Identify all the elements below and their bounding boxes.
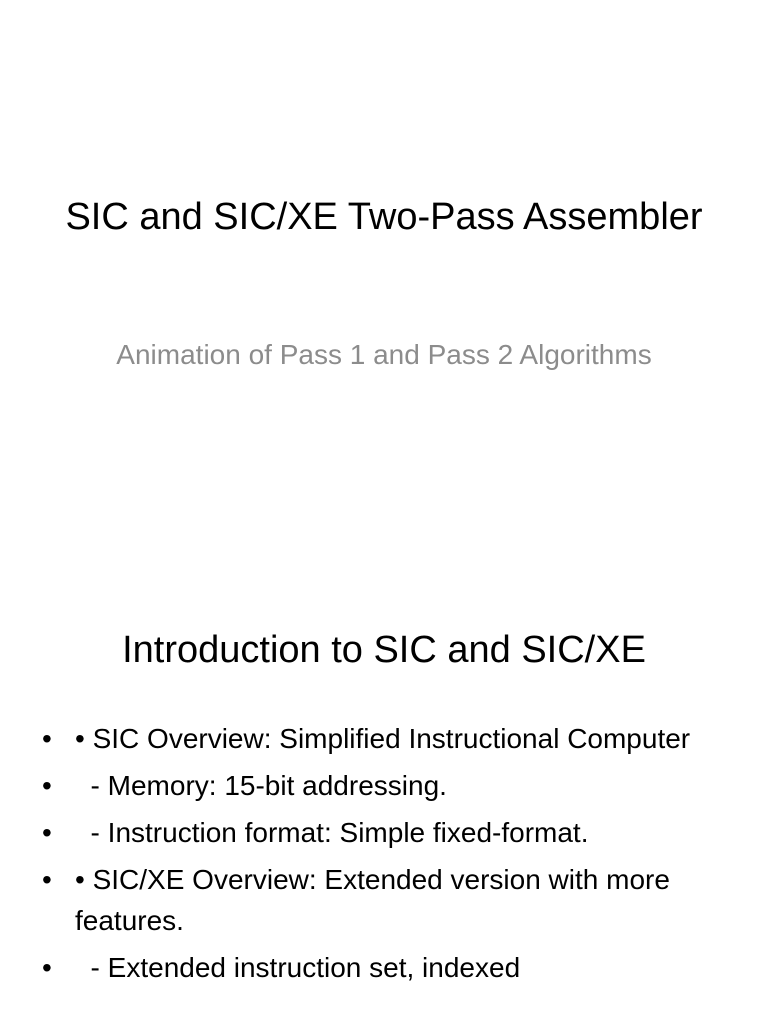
- bullet-dot-icon: •: [42, 770, 52, 801]
- list-item-text: • SIC/XE Overview: Extended version with more features.: [75, 864, 670, 936]
- slide-title: SIC and SIC/XE Two-Pass Assembler: [65, 196, 703, 238]
- list-item: [40, 859, 730, 941]
- bullet-dot-icon: •: [42, 817, 52, 848]
- slide-subtitle: Animation of Pass 1 and Pass 2 Algorithms: [116, 339, 652, 370]
- intro-slide: [0, 576, 768, 1024]
- list-item-text: - Memory: 15-bit addressing.: [75, 770, 447, 801]
- list-item: [40, 765, 730, 806]
- list-item: [40, 812, 730, 853]
- list-item-text: • SIC Overview: Simplified Instructional Computer: [75, 723, 691, 754]
- bullet-dot-icon: •: [42, 952, 52, 983]
- list-item: [40, 718, 730, 759]
- list-item: [40, 947, 730, 988]
- bullet-dot-icon: •: [42, 864, 52, 895]
- bullet-list: [40, 718, 730, 994]
- bullet-dot-icon: •: [42, 723, 52, 754]
- slide-title: Introduction to SIC and SIC/XE: [122, 629, 646, 671]
- list-item-text: - Instruction format: Simple fixed-format.: [75, 817, 589, 848]
- list-item-text: - Extended instruction set, indexed: [75, 952, 521, 983]
